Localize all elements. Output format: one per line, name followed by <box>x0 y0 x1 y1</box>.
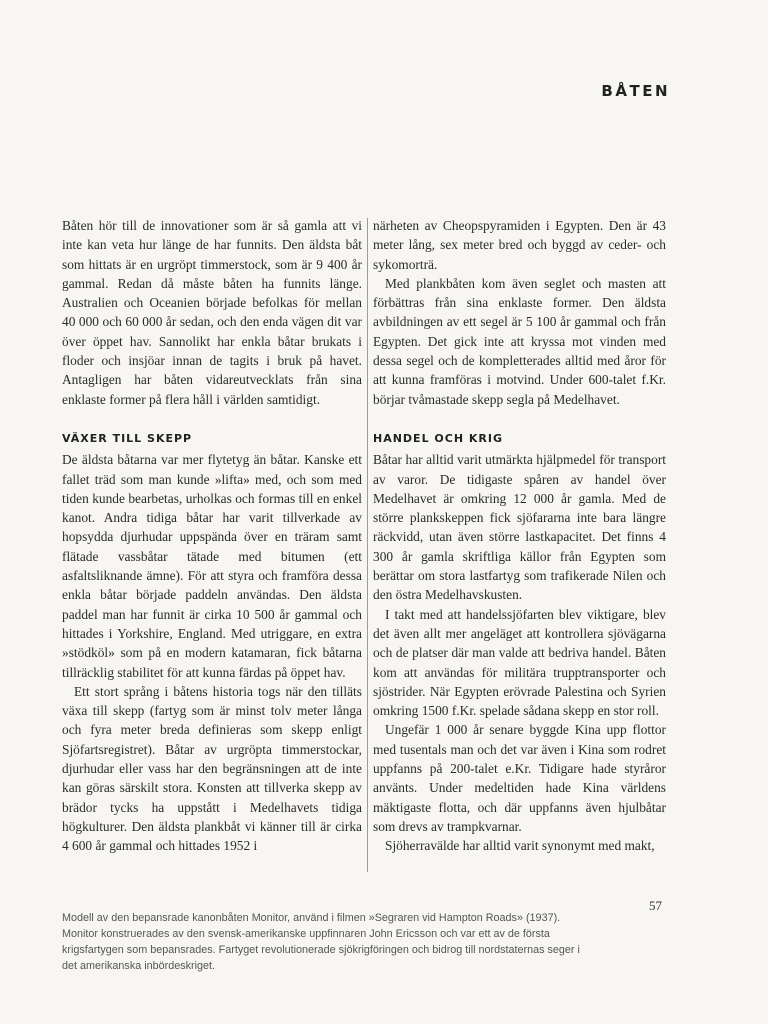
body-paragraph: Sjöherravälde har alltid varit synonymt med makt, <box>385 838 655 854</box>
body-paragraph: De äldsta båtarna var mer flytetyg än båtar. Kanske ett fallet träd som man kunde »lifta» med, och som med tiden kunde bearbetas, urholkas och formas till en enkel kanot. Andra tidiga båtar har varit tillverkade av hopsydda djurhudar uppspända över en träram samt flätade vassbåtar tätade med bitumen (ett asfaltsliknande ämne). För att styra och framföra dessa enkla båtar började paddeln användas. Den äldsta paddel man har funnit är cirka 10 500 år gammal och hittades i Yorkshire, England. Med utriggare, en extra »stödköl» som på en modern katamaran, fick båtarna tillräcklig stabilitet för att kunna färdas på öppet hav. <box>62 452 362 680</box>
right-column <box>373 216 666 856</box>
page-heading: BÅTEN <box>601 82 670 100</box>
section-heading-handel-och-krig: HANDEL OCH KRIG <box>373 431 503 445</box>
column-divider <box>367 218 368 872</box>
body-paragraph: närheten av Cheopspyramiden i Egypten. Den är 43 meter lång, sex meter bred och byggd av ceder- och sykomorträ. <box>373 218 666 272</box>
intro-paragraph: Båten hör till de innovationer som är så gamla att vi inte kan veta hur länge de har funnits. Den äldsta båt som hittats är en urgröpt timmerstock, som är 9 400 år gammal. Redan då måste båten ha funnits länge. Australien och Oceanien började befolkas för mellan 40 000 och 60 000 år sedan, och den enda vägen dit var över öppet hav. Sannolikt har enkla båtar brukats i floder och insjöar innan de tagits i bruk på havet. Antagligen har båten vidareutvecklats från sina enklaste former på flera håll i världen samtidigt. <box>62 218 362 407</box>
page-number: 57 <box>649 898 662 913</box>
image-caption: Modell av den bepansrade kanonbåten Monitor, använd i filmen »Segraren vid Hampton Roads» (1937). Monitor konstruerades av den svensk-amerikanske uppfinnaren John Ericsson och var ett av de första krigsfartygen som bepansrades. Fartyget revolutionerade sjökrigföringen och bidrog till nordstaternas seger i det amerikanska inbördeskriget. <box>62 912 580 972</box>
body-paragraph: Med plankbåten kom även seglet och masten att förbättras från sina enklaste former. Den äldsta avbildningen av ett segel är 5 100 år gammal och från Egypten. Det gick inte att kryssa mot vinden med dessa segel och de kompletterades alltid med åror för att kunna framföras i motvind. Under 600-talet f.Kr. börjar tvåmastade skepp segla på Medelhavet. <box>373 275 666 407</box>
section-heading-vaxer-till-skepp: VÄXER TILL SKEPP <box>62 431 193 445</box>
body-paragraph: Båtar har alltid varit utmärkta hjälpmedel för transport av varor. De tidigaste spåren av handel över Medelhavet är omkring 12 000 år gamla. Med de större plankskeppen fick sjöfararna inte bara längre räckvidd, utan även större lastkapacitet. Det finns 4 300 år gamla skriftliga källor från Egypten som berättar om stora lastfartyg som trafikerade Nilen och den östra Medelhavskusten. <box>373 452 666 603</box>
body-paragraph: Ett stort språng i båtens historia togs när den tilläts växa till skepp (fartyg som är minst tolv meter långa och fyra meter breda definieras som skepp enligt Sjöfartsregistret). Båtar av urgröpta timmerstockar, djurhudar eller vass har den begränsningen att de inte kan göras särskilt stora. Konsten att tillverka skepp av brädor tycks ha uppstått i Medelhavets tidiga högkulturer. Den äldsta plankbåt vi känner till är cirka 4 600 år gammal och hittades 1952 i <box>62 683 362 854</box>
body-paragraph: I takt med att handelssjöfarten blev viktigare, blev det även allt mer angeläget att kontrollera sjövägarna och de platser där man valde att bedriva handel. Båten kom att användas för militära trupptransporter och sjöstrider. När Egypten erövrade Palestina och Syrien omkring 1500 f.Kr. spelade sådana skepp en stor roll. <box>373 606 666 719</box>
left-column <box>62 216 362 856</box>
body-paragraph: Ungefär 1 000 år senare byggde Kina upp flottor med tusentals man och det var även i Kina som rodret uppfanns på 200-talet e.Kr. Tidigare hade styråror använts. Under medeltiden hade Kina världens mäktigaste flotta, och där uppfanns även hjulbåtar som drevs av trampkvarnar. <box>373 722 666 834</box>
